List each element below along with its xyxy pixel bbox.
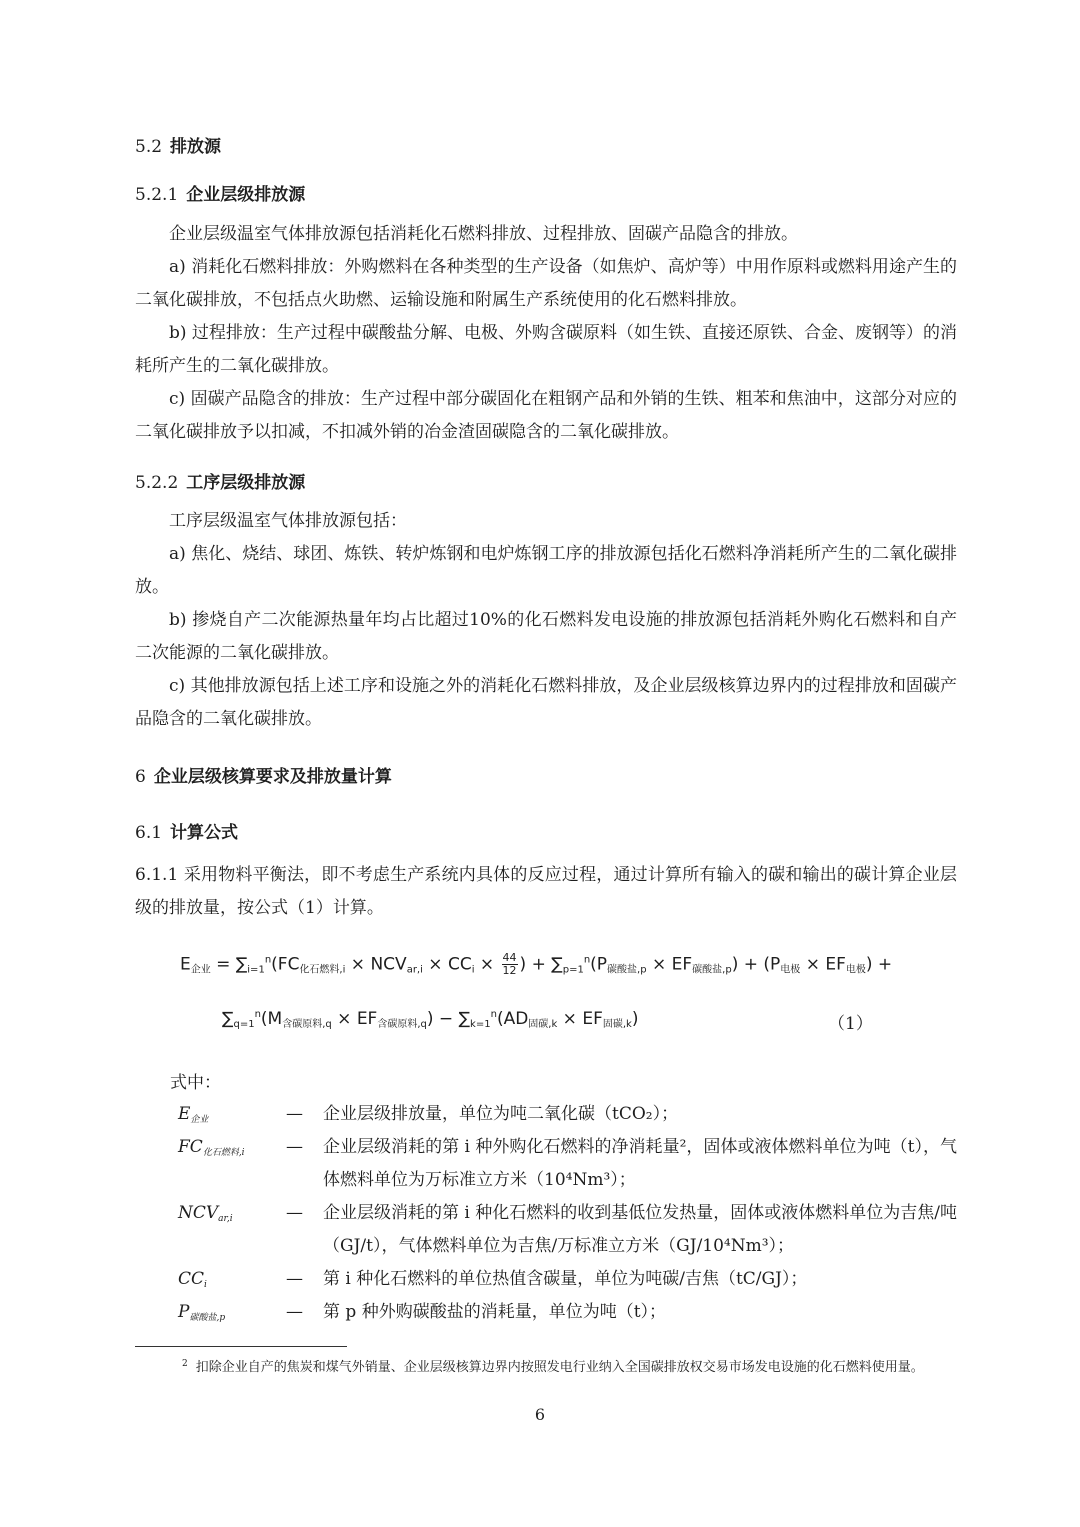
footnote-divider xyxy=(135,1346,347,1347)
footnote xyxy=(168,1354,958,1378)
heading-6: 6 企业层级核算要求及排放量计算 xyxy=(135,767,392,787)
footnote-mark: 2 xyxy=(182,1359,188,1369)
paragraph-522-intro: 工序层级温室气体排放源包括： xyxy=(169,511,407,531)
var-definition: 企业层级消耗的第 i 种外购化石燃料的净消耗量²，固体或液体燃料单位为吨（t），气体燃料单位为万标准立方米（10⁴Nm³）； xyxy=(323,1137,957,1190)
equation-number: （1） xyxy=(828,1014,873,1034)
heading-6-1: 6.1 计算公式 xyxy=(135,823,239,843)
var-symbol: $NCV_{ar,i}$ xyxy=(178,1203,233,1224)
var-symbol: $FC_{化石燃料,i}$ xyxy=(178,1137,245,1158)
paragraph-521-intro: 企业层级温室气体排放源包括消耗化石燃料排放、过程排放、固碳产品隐含的排放。 xyxy=(169,224,798,244)
heading-5-2-2: 5.2.2 工序层级排放源 xyxy=(135,473,306,493)
var-symbol: $CC_i$ xyxy=(178,1269,207,1290)
var-symbol: $E_{企业}$ xyxy=(178,1104,209,1125)
paragraph-522-c: c) 其他排放源包括上述工序和设施之外的消耗化石燃料排放，及企业层级核算边界内的过程排放和固碳产品隐含的二氧化碳排放。 xyxy=(135,676,957,729)
paragraph-521-c: c) 固碳产品隐含的排放：生产过程中部分碳固化在粗钢产品和外销的生铁、粗苯和焦油中，这部分对应的二氧化碳排放予以扣减，不扣减外销的冶金渣固碳隐含的二氧化碳排放。 xyxy=(135,389,957,442)
paragraph-521-a: a) 消耗化石燃料排放：外购燃料在各种类型的生产设备（如焦炉、高炉等）中用作原料或燃料用途产生的二氧化碳排放，不包括点火助燃、运输设施和附属生产系统使用的化石燃料排放。 xyxy=(135,257,957,310)
definition-dash: — xyxy=(286,1203,303,1223)
var-symbol: $P_{碳酸盐,p}$ xyxy=(178,1302,226,1323)
var-definition: 企业层级消耗的第 i 种化石燃料的收到基低位发热量，固体或液体燃料单位为吉焦/吨（GJ/t），气体燃料单位为吉焦/万标准立方米（GJ/10⁴Nm³）； xyxy=(323,1203,957,1256)
paragraph-521-b: b) 过程排放：生产过程中碳酸盐分解、电极、外购含碳原料（如生铁、直接还原铁、合金、废钢等）的消耗所产生的二氧化碳排放。 xyxy=(135,323,957,376)
paragraph-522-a: a) 焦化、烧结、球团、炼铁、转炉炼钢和电炉炼钢工序的排放源包括化石燃料净消耗所产生的二氧化碳排放。 xyxy=(135,544,957,597)
formula-line-1: $E_{企业} = \sum_{i=1}^n(FC_{化石燃料,i} \times NCV_{ar,i} \times CC_i$ × $\frac{44}{12}$ ) + $\sum_{p=1}^n(P_{碳酸盐,p} \times EF_{碳酸盐,p}) + (P_{电极} \times EF_{电极})$ + xyxy=(180,951,893,977)
fraction-44-12: $\frac{44}{12}$ xyxy=(502,951,517,977)
footnote-text: 扣除企业自产的焦炭和煤气外销量、企业层级核算边界内按照发电行业纳入全国碳排放权交易市场发电设施的化石燃料使用量。 xyxy=(195,1360,924,1375)
formula-line-2: $\sum_{q=1}^n(M_{含碳原料,q} \times EF_{含碳原料,q}) - \sum_{k=1}^n(AD_{固碳,k} \times EF_{固碳,k})$ xyxy=(222,1009,639,1030)
definition-dash: — xyxy=(286,1302,303,1322)
definition-dash: — xyxy=(286,1104,303,1124)
paragraph-522-b: b) 掺烧自产二次能源热量年均占比超过10%的化石燃料发电设施的排放源包括消耗外购化石燃料和自产二次能源的二氧化碳排放。 xyxy=(135,610,957,663)
definition-dash: — xyxy=(286,1137,303,1157)
heading-5-2: 5.2 排放源 xyxy=(135,137,222,157)
definition-dash: — xyxy=(286,1269,303,1289)
page-number: 6 xyxy=(534,1405,546,1424)
paragraph-611: 6.1.1 采用物料平衡法，即不考虑生产系统内具体的反应过程，通过计算所有输入的碳和输出的碳计算企业层级的排放量，按公式（1）计算。 xyxy=(135,865,957,918)
var-definition: 第 i 种化石燃料的单位热值含碳量，单位为吨碳/吉焦（tC/GJ）； xyxy=(323,1269,808,1289)
var-definition: 企业层级排放量，单位为吨二氧化碳（tCO₂）； xyxy=(323,1104,679,1124)
heading-5-2-1: 5.2.1 企业层级排放源 xyxy=(135,185,306,205)
var-definition: 第 p 种外购碳酸盐的消耗量，单位为吨（t）； xyxy=(323,1302,667,1322)
where-label: 式中： xyxy=(170,1073,221,1093)
